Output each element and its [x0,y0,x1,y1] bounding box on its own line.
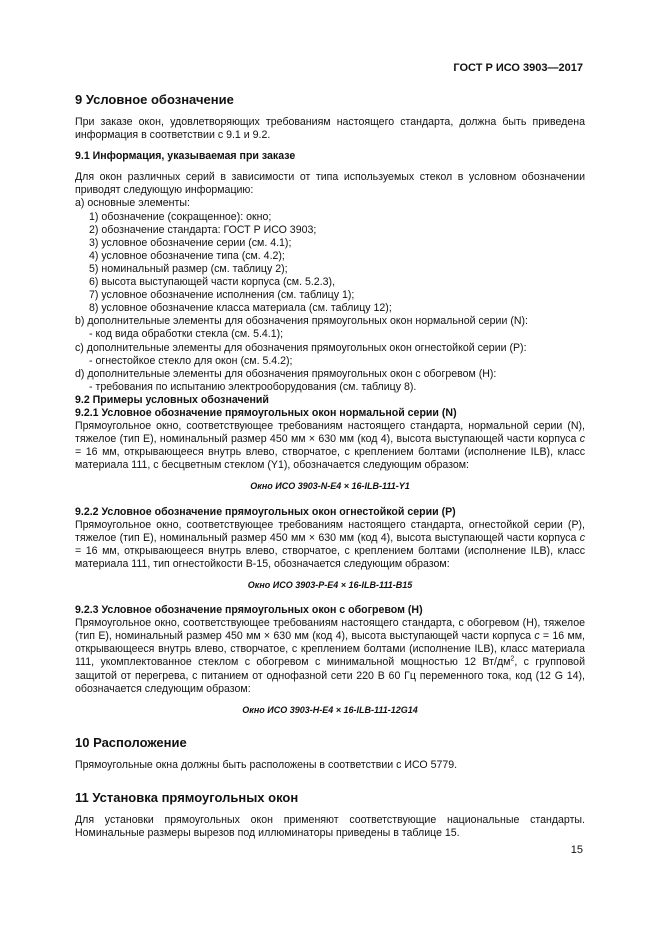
section-11-title: 11 Установка прямоугольных окон [75,789,299,805]
page-content [75,92,585,840]
list-subitem: 6) высота выступающей части корпуса (см. 5.2.3), [89,276,336,289]
list-subitem: 2) обозначение стандарта: ГОСТ Р ИСО 3903; [89,223,317,236]
document-code-header: ГОСТ Р ИСО 3903—2017 [453,62,583,74]
designation-example-p: Окно ИСО 3903-P-E4 × 16-ILB-111-B15 [247,580,413,590]
section-9-2-1-text: Прямоугольное окно, соответствующее требованиям настоящего стандарта, нормальной серии (N), тяжелое (тип Е), номинальный размер 450 мм × 630 мм (код 4), высота выступающей части корпуса c = 16 мм, открывающееся внутрь влево, створчатое, с креплением болтами (исполнение ILB), класс материала 111, с бесцветным стеклом (Y1), обозначается следующим образом: [75,420,585,472]
section-9-2-2-text: Прямоугольное окно, соответствующее требованиям настоящего стандарта, огнестойкой серии (P), тяжелое (тип E), номинальный размер 450 мм × 630 мм (код 4), высота выступающей части корпуса c = 16 мм, открывающееся внутрь влево, створчатое, с креплением болтами (исполнение ILB), класс материала 111, тип огнестойкости B-15, обозначается следующим образом: [75,518,585,570]
list-subitem: 5) номинальный размер (см. таблицу 2); [89,262,288,275]
section-9-2-2-title: 9.2.2 Условное обозначение прямоугольных окон огнестойкой серии (P) [75,505,456,518]
list-item-d: d) дополнительные элементы для обозначения прямоугольных окон с обогревом (H): [75,367,497,380]
designation-example-h: Окно ИСО 3903-H-E4 × 16-ILB-111-12G14 [242,704,418,715]
list-subitem: - требования по испытанию электрооборудования (см. таблицу 8). [89,380,417,393]
section-9-1-title: 9.1 Информация, указываемая при заказе [75,150,296,163]
list-subitem: 7) условное обозначение исполнения (см. таблицу 1); [89,289,355,302]
list-item-a: a) основные элементы: [75,197,190,210]
designation-example-n: Окно ИСО 3903-N-E4 × 16-ILB-111-Y1 [250,481,410,492]
section-9-intro: При заказе окон, удовлетворяющих требованиям настоящего стандарта, должна быть приведена информация в соответствии с 9.1 и 9.2. [75,116,585,142]
list-subitem: 4) условное обозначение типа (см. 4.2); [89,249,285,262]
list-subitem: - код вида обработки стекла (см. 5.4.1); [89,328,284,341]
list-subitem: 3) условное обозначение серии (см. 4.1); [89,236,292,249]
section-11-text: Для установки прямоугольных окон применяют соответствующие национальные стандарты. Номинальные размеры вырезов под иллюминаторы приведены в таблице 15. [75,813,585,840]
section-9-2-3-title: 9.2.3 Условное обозначение прямоугольных окон с обогревом (H) [75,604,423,617]
section-9-2-3-text: Прямоугольное окно, соответствующее требованиям настоящего стандарта, с обогревом (H), тяжелое (тип E), номинальный размер 450 мм × 630 мм (код 4), высота выступающей части корпуса c = 16 мм, открывающееся внутрь влево, створчатое, с креплением болтами (исполнение ILB), класс материала 111, укомплектованное стеклом с обогревом с минимальной мощностью 12 $Вт/дм^2$, с групповой защитой от перегрева, с питанием от однофазной сети 220 В 60 Гц переменного тока, код (12 G 14), обозначается следующим образом: [75,617,586,695]
list-subitem: 1) обозначение (сокращенное): окно; [89,210,272,223]
section-9-2-1-title: 9.2.1 Условное обозначение прямоугольных окон нормальной серии (N) [75,406,457,419]
section-10-title: 10 Расположение [75,734,187,750]
list-subitem: - огнестойкое стекло для окон (см. 5.4.2); [89,354,293,367]
section-9-2-title: 9.2 Примеры условных обозначений [75,393,269,406]
list-item-c: c) дополнительные элементы для обозначения прямоугольных окон огнестойкой серии (P): [75,341,527,354]
list-subitem: 8) условное обозначение класса материала (см. таблицу 12); [89,302,392,315]
section-10-text: Прямоугольные окна должны быть расположены в соответствии с ИСО 5779. [75,758,458,771]
list-item-b: b) дополнительные элементы для обозначения прямоугольных окон нормальной серии (N): [75,315,528,328]
section-9-1-intro: Для окон различных серий в зависимости от типа используемых стекол в условном обозначении приводят следующую информацию: [75,171,585,197]
section-9-title: 9 Условное обозначение [75,92,234,107]
page-number: 15 [570,844,583,856]
